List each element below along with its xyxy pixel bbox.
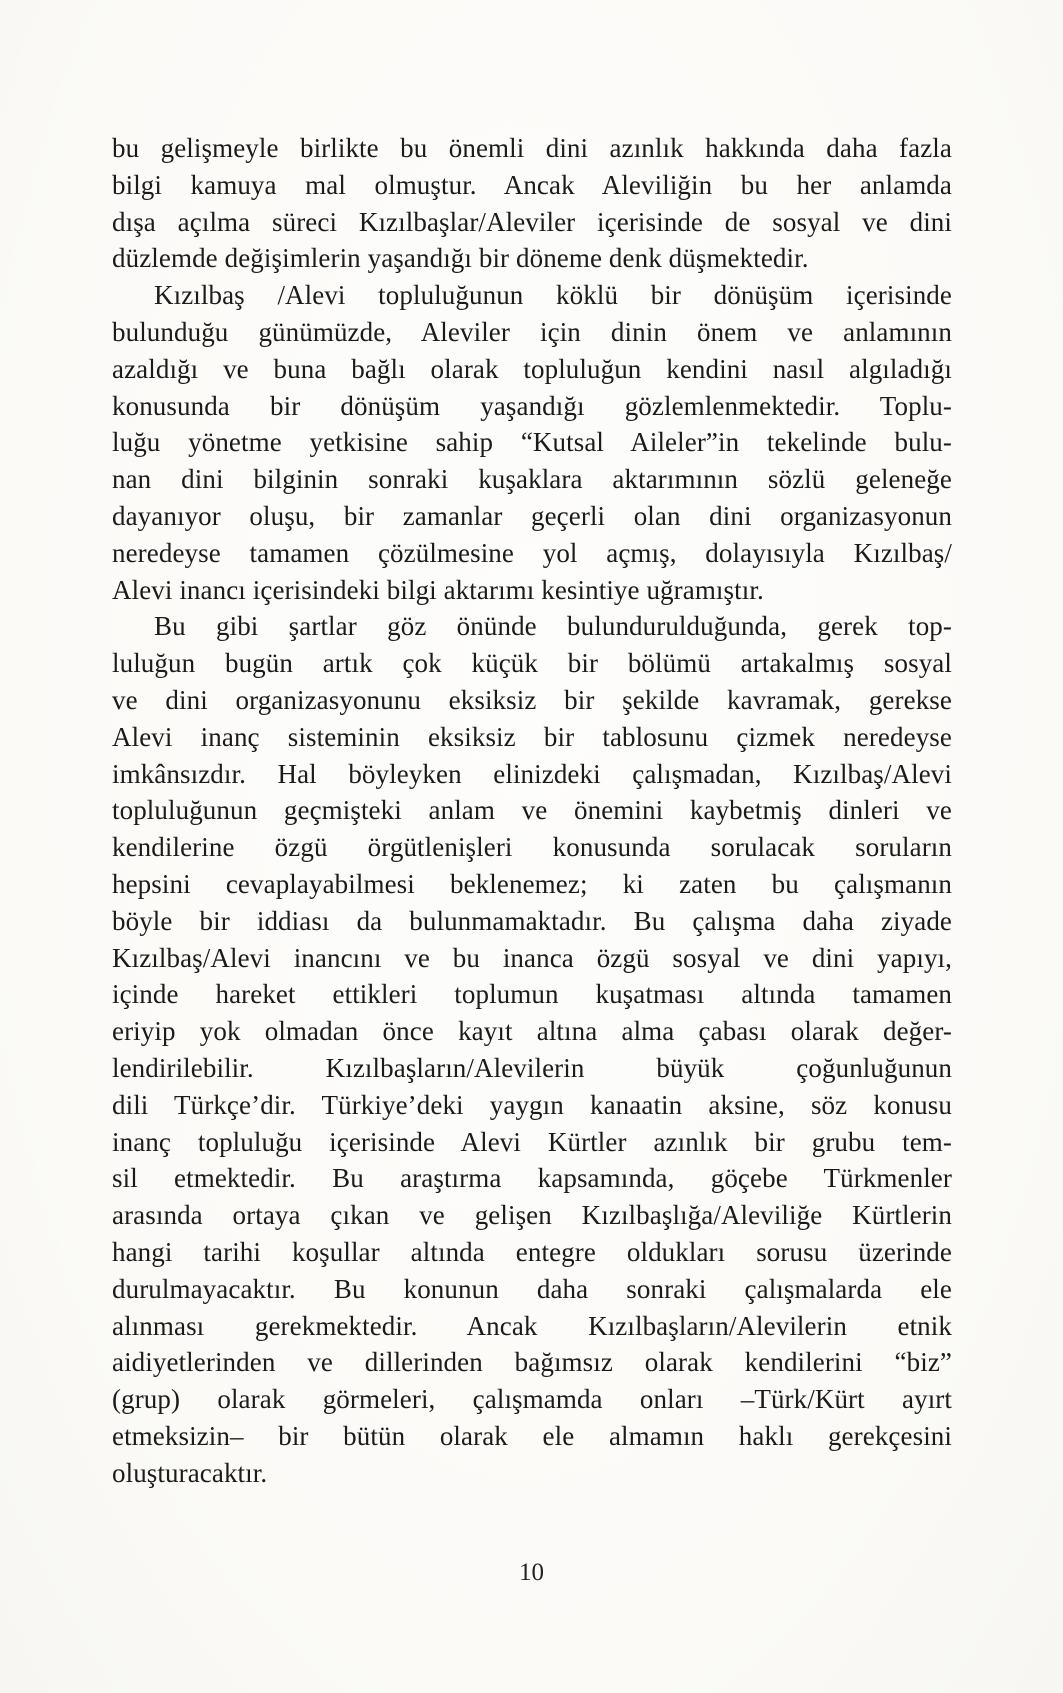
text-line: hangi tarihi koşullar altında entegre oldukları sorusu üzerinde	[112, 1236, 952, 1267]
text-line: lendirilebilir. Kızılbaşların/Alevilerin büyük çoğunluğunun	[112, 1052, 952, 1083]
text-line: konusunda bir dönüşüm yaşandığı gözlemlenmektedir. Toplu-	[112, 390, 952, 421]
paragraph	[112, 608, 952, 1491]
text-line: Kızılbaş /Alevi topluluğunun köklü bir dönüşüm içerisinde	[154, 280, 952, 311]
text-line: imkânsızdır. Hal böyleyken elinizdeki çalışmadan, Kızılbaş/Alevi	[112, 758, 952, 789]
text-line: alınması gerekmektedir. Ancak Kızılbaşların/Alevilerin etnik	[112, 1310, 952, 1341]
text-line: Alevi inancı içerisindeki bilgi aktarımı kesintiye uğramıştır.	[112, 574, 764, 605]
text-line: oluşturacaktır.	[112, 1457, 268, 1488]
text-line: neredeyse tamamen çözülmesine yol açmış, dolayısıyla Kızılbaş/	[112, 537, 952, 568]
text-line: Kızılbaş/Alevi inancını ve bu inanca özgü sosyal ve dini yapıyı,	[112, 942, 952, 973]
text-line: dili Türkçe’dir. Türkiye’deki yaygın kanaatin aksine, söz konusu	[112, 1089, 952, 1120]
text-line: içinde hareket ettikleri toplumun kuşatması altında tamamen	[112, 979, 952, 1010]
text-line: bu gelişmeyle birlikte bu önemli dini azınlık hakkında daha fazla	[112, 133, 952, 163]
text-line: luluğun bugün artık çok küçük bir bölümü artakalmış sosyal	[112, 648, 952, 679]
text-line: kendilerine özgü örgütlenişleri konusunda sorulacak soruların	[112, 832, 952, 863]
paragraph-continuation	[112, 130, 952, 277]
text-line: luğu yönetme yetkisine sahip “Kutsal Aileler”in tekelinde bulu-	[112, 427, 952, 458]
paragraph	[112, 277, 952, 608]
text-line: etmeksizin– bir bütün olarak ele almamın haklı gerekçesini	[112, 1420, 952, 1451]
text-line: düzlemde değişimlerin yaşandığı bir döneme denk düşmektedir.	[112, 243, 809, 274]
text-line: Bu gibi şartlar göz önünde bulundurulduğunda, gerek top-	[154, 611, 952, 642]
text-line: azaldığı ve buna bağlı olarak topluluğun kendini nasıl algıladığı	[112, 353, 952, 384]
text-line: (grup) olarak görmeleri, çalışmamda onları –Türk/Kürt ayırt	[112, 1384, 952, 1415]
text-line: bulunduğu günümüzde, Aleviler için dinin önem ve anlamının	[112, 316, 952, 347]
text-block	[112, 130, 952, 1491]
text-line: eriyip yok olmadan önce kayıt altına alma çabası olarak değer-	[112, 1016, 952, 1047]
text-line: aidiyetlerinden ve dillerinden bağımsız olarak kendilerini “biz”	[112, 1347, 952, 1378]
text-line: böyle bir iddiası da bulunmamaktadır. Bu çalışma daha ziyade	[112, 905, 952, 936]
text-line: topluluğunun geçmişteki anlam ve önemini kaybetmiş dinleri ve	[112, 795, 952, 826]
text-line: Alevi inanç sisteminin eksiksiz bir tablosunu çizmek neredeyse	[112, 721, 952, 752]
text-line: arasında ortaya çıkan ve gelişen Kızılbaşlığa/Aleviliğe Kürtlerin	[112, 1200, 952, 1231]
text-line: inanç topluluğu içerisinde Alevi Kürtler azınlık bir grubu tem-	[112, 1126, 952, 1157]
text-line: hepsini cevaplayabilmesi beklenemez; ki zaten bu çalışmanın	[112, 868, 952, 899]
text-line: dayanıyor oluşu, bir zamanlar geçerli olan dini organizasyonun	[112, 500, 952, 531]
text-line: nan dini bilginin sonraki kuşaklara aktarımının sözlü geleneğe	[112, 464, 952, 495]
text-line: sil etmektedir. Bu araştırma kapsamında, göçebe Türkmenler	[112, 1163, 952, 1194]
text-line: ve dini organizasyonunu eksiksiz bir şekilde kavramak, gerekse	[112, 684, 952, 715]
text-line: bilgi kamuya mal olmuştur. Ancak Aleviliğin bu her anlamda	[112, 169, 952, 200]
page-number: 10	[519, 1559, 544, 1586]
text-line: dışa açılma süreci Kızılbaşlar/Aleviler içerisinde de sosyal ve dini	[112, 206, 952, 237]
text-line: durulmayacaktır. Bu konunun daha sonraki çalışmalarda ele	[112, 1273, 952, 1304]
